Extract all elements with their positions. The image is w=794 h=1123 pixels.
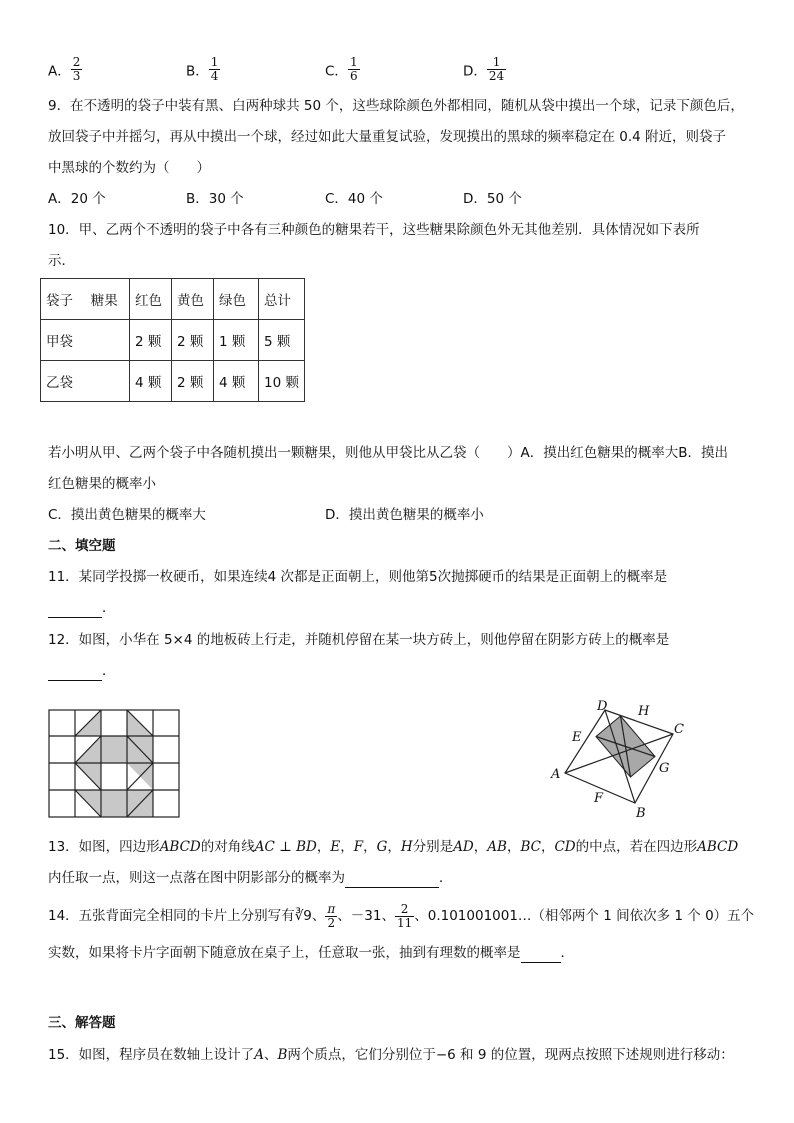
table-cell: 2 颗 (130, 320, 172, 361)
q12-answer-line: ． (48, 661, 116, 681)
candy-table (40, 278, 305, 402)
q8-option-c: C． $\frac{1}{6}$ (325, 55, 358, 83)
q10-line1: 10．甲、乙两个不透明的袋子中各有三种颜色的糖果若干，这些糖果除颜色外无其他差别．具体情况如下表所 (48, 222, 700, 238)
q14-line2: 实数，如果将卡片字面朝下随意放在桌子上，任意取一张，抽到有理数的概率是 ． (48, 945, 574, 961)
q9-option-b: B．30 个 (186, 191, 244, 207)
q9-line3: 中黑球的个数约为（ ） (48, 160, 210, 176)
q8-option-d: D． $\frac{1}{24}$ (463, 55, 505, 83)
section-answer-heading: 三、解答题 (48, 1015, 116, 1031)
label-f: F (594, 791, 604, 806)
table-cell: 袋子 糖果 (41, 279, 130, 320)
q12-line1: 12．如图，小华在 5×4 的地板砖上行走，并随机停留在某一块方砖上，则他停留在阴影方砖上的概率是 (48, 632, 670, 648)
table-cell: 2 颗 (172, 361, 214, 402)
shaded-tile (101, 790, 127, 817)
q9-line2: 放回袋子中并摇匀，再从中摸出一个球，经过如此大量重复试验，发现摸出的黑球的频率稳定在 0.4 附近，则袋子 (48, 129, 727, 145)
q9-option-c: C．40 个 (325, 191, 383, 207)
label-g: G (659, 761, 670, 776)
shaded-tile (101, 736, 127, 763)
q8-option-b: B． $\frac{1}{4}$ (186, 55, 219, 83)
answer-blank[interactable] (345, 871, 439, 888)
table-cell: 4 颗 (214, 361, 259, 402)
table-cell: 绿色 (214, 279, 259, 320)
table-cell: 10 颗 (259, 361, 305, 402)
table-cell: 1 颗 (214, 320, 259, 361)
table-cell: 红色 (130, 279, 172, 320)
table-cell: 总计 (259, 279, 305, 320)
tile-grid-figure (48, 709, 180, 819)
cube-root-nine: ∛9 (294, 908, 312, 924)
quadrilateral-figure (540, 692, 700, 822)
label-h: H (638, 704, 650, 719)
table-row (41, 320, 305, 361)
q10-line2: 示． (48, 253, 75, 269)
table-cell: 甲袋 (41, 320, 130, 361)
label-a: A (551, 767, 561, 782)
answer-blank[interactable] (48, 664, 102, 681)
label-b: B (636, 806, 646, 821)
q11-line1: 11．某同学投掷一枚硬币，如果连续4 次都是正面朝上，则他第5次抛掷硬币的结果是正面朝上的概率是 (48, 569, 668, 585)
q9-option-a: A．20 个 (48, 191, 106, 207)
q13-line1: 13．如图，四边形ABCD的对角线AC ⊥ BD，E，F，G，H分别是AD，AB，BC，CD的中点，若在四边形ABCD (48, 839, 739, 855)
table-cell: 乙袋 (41, 361, 130, 402)
q13-line2: 内任取一点，则这一点落在图中阴影部分的概率为 ． (48, 870, 453, 886)
q9-option-d: D．50 个 (463, 191, 522, 207)
section-fill-blank-heading: 二、填空题 (48, 538, 116, 554)
answer-blank[interactable] (48, 601, 102, 618)
table-cell: 2 颗 (172, 320, 214, 361)
q11-answer-line: ． (48, 598, 116, 618)
table-header-row (41, 279, 305, 320)
q10-line4: 红色糖果的概率小 (48, 476, 156, 492)
label-e: E (572, 730, 582, 745)
q8-option-a: A． $\frac{2}{3}$ (48, 55, 81, 83)
q14-line1: 14．五张背面完全相同的卡片上分别写有∛9、 $\frac{\pi}{2}$ 、－31、 $\frac{2}{11}$ 、0.101001001…（相邻两个 1 间依次多 1 个 0）五个 (48, 901, 755, 930)
table-cell: 5 颗 (259, 320, 305, 361)
q10-option-c: C．摸出黄色糖果的概率大 (48, 507, 206, 523)
q15-line1: 15．如图，程序员在数轴上设计了A、B两个质点，它们分别位于−6 和 9 的位置，现两点按照下述规则进行移动： (48, 1047, 734, 1063)
answer-blank[interactable] (521, 946, 561, 963)
label-d: D (597, 699, 608, 714)
table-row (41, 361, 305, 402)
table-cell: 黄色 (172, 279, 214, 320)
q10-line3: 若小明从甲、乙两个袋子中各随机摸出一颗糖果，则他从甲袋比从乙袋（ ）A．摸出红色糖果的概率大B．摸出 (48, 445, 728, 461)
label-c: C (674, 722, 684, 737)
q9-line1: 9．在不透明的袋子中装有黑、白两种球共 50 个，这些球除颜色外都相同，随机从袋中摸出一个球，记录下颜色后， (48, 98, 744, 114)
table-cell: 4 颗 (130, 361, 172, 402)
q10-option-d: D．摸出黄色糖果的概率小 (325, 507, 484, 523)
